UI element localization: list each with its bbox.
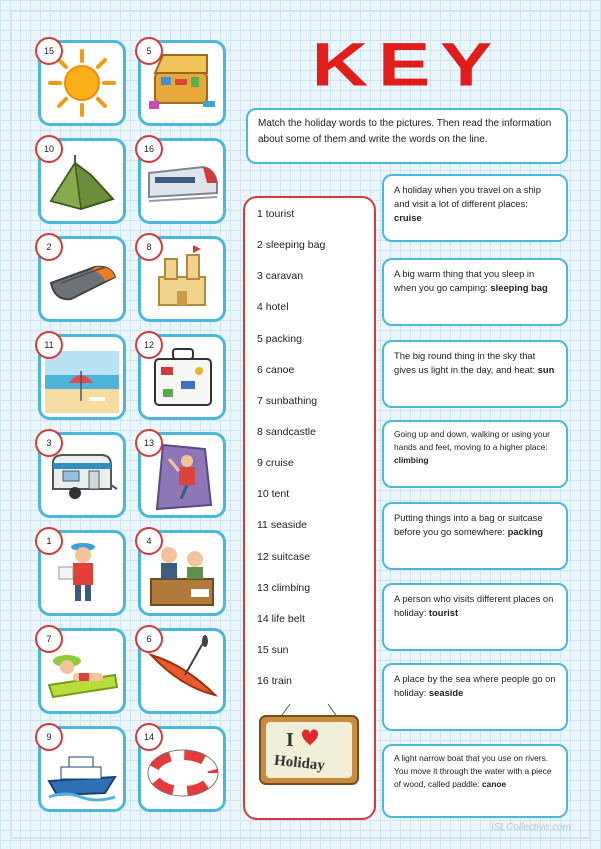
definition-text: A big warm thing that you sleep in when you go camping: <box>394 268 535 293</box>
definition-box <box>382 502 568 570</box>
list-item: 12 suitcase <box>257 551 311 563</box>
picture-card-hotel <box>138 530 226 616</box>
definition-answer: tourist <box>428 607 459 618</box>
picture-card-seaside <box>38 334 126 420</box>
list-item: 6 canoe <box>257 364 295 376</box>
definition-answer: cruise <box>394 212 422 223</box>
picture-card-life-belt <box>138 726 226 812</box>
card-number: 1 <box>35 527 63 555</box>
card-number: 2 <box>35 233 63 261</box>
card-number: 10 <box>35 135 63 163</box>
card-number: 8 <box>135 233 163 261</box>
picture-card-climbing <box>138 432 226 518</box>
list-item: 11 seaside <box>257 519 308 531</box>
definition-box <box>382 174 568 242</box>
list-item: 14 life belt <box>257 613 305 625</box>
definition-answer: sleeping bag <box>490 282 548 293</box>
holiday-sign-image <box>256 700 362 790</box>
definition-box <box>382 663 568 731</box>
card-number: 12 <box>135 331 163 359</box>
definition-box <box>382 420 568 488</box>
card-number: 7 <box>35 625 63 653</box>
list-item: 4 hotel <box>257 301 289 313</box>
page-title: KEY <box>311 30 503 99</box>
card-number: 14 <box>135 723 163 751</box>
card-number: 16 <box>135 135 163 163</box>
list-item: 5 packing <box>257 333 302 345</box>
list-item: 8 sandcastle <box>257 426 316 438</box>
sign-word-holiday: Holiday <box>273 752 326 774</box>
picture-card-tourist <box>38 530 126 616</box>
sign-letter-i: I <box>286 729 294 751</box>
list-item: 16 train <box>257 675 293 687</box>
definition-answer: packing <box>507 526 544 537</box>
definition-text: Going up and down, walking or using your hands and feet, moving to a higher place: <box>394 429 550 452</box>
definition-text: Putting things into a bag or suitcase before you go somewhere: <box>394 512 543 537</box>
card-number: 9 <box>35 723 63 751</box>
picture-card-tent <box>38 138 126 224</box>
definition-box <box>382 583 568 651</box>
instructions-text: Match the holiday words to the pictures. Then read the information about some of them and write the words on the line. <box>258 118 552 145</box>
list-item: 9 cruise <box>257 457 294 469</box>
definition-answer: climbing <box>394 455 429 465</box>
card-number: 5 <box>135 37 163 65</box>
card-number: 13 <box>135 429 163 457</box>
picture-card-suitcase <box>138 334 226 420</box>
picture-card-cruise <box>38 726 126 812</box>
definition-text: A person who visits different places on holiday: <box>394 593 554 618</box>
picture-card-caravan <box>38 432 126 518</box>
list-item: 10 tent <box>257 488 290 500</box>
picture-card-sandcastle <box>138 236 226 322</box>
picture-card-sunbathing <box>38 628 126 714</box>
definition-text: A place by the sea where people go on holiday: <box>394 673 556 698</box>
list-item: 15 sun <box>257 644 289 656</box>
definition-text: A holiday when you travel on a ship and visit a lot of different places: <box>394 184 541 209</box>
list-item: 2 sleeping bag <box>257 239 326 251</box>
list-item: 13 climbing <box>257 582 311 594</box>
picture-card-packing <box>138 40 226 126</box>
card-number: 3 <box>35 429 63 457</box>
definition-box <box>382 744 568 818</box>
picture-card-canoe <box>138 628 226 714</box>
picture-card-train <box>138 138 226 224</box>
card-number: 4 <box>135 527 163 555</box>
card-number: 6 <box>135 625 163 653</box>
list-item: 1 tourist <box>257 208 295 220</box>
watermark: iSLCollective.com <box>491 822 571 833</box>
card-number: 11 <box>35 331 63 359</box>
picture-card-sun <box>38 40 126 126</box>
definition-text: A light narrow boat that you use on rivers. You move it through the water with a piece of wood, called paddle: <box>394 753 552 789</box>
picture-card-sleeping-bag <box>38 236 126 322</box>
instructions-box <box>246 108 568 164</box>
definition-answer: seaside <box>428 687 464 698</box>
definition-answer: canoe <box>482 779 507 789</box>
card-number: 15 <box>35 37 63 65</box>
definition-answer: sun <box>537 364 555 375</box>
list-item: 3 caravan <box>257 270 304 282</box>
definition-box <box>382 340 568 408</box>
definition-box <box>382 258 568 326</box>
list-item: 7 sunbathing <box>257 395 318 407</box>
definition-text: The big round thing in the sky that gives us light in the day, and heat: <box>394 350 538 375</box>
